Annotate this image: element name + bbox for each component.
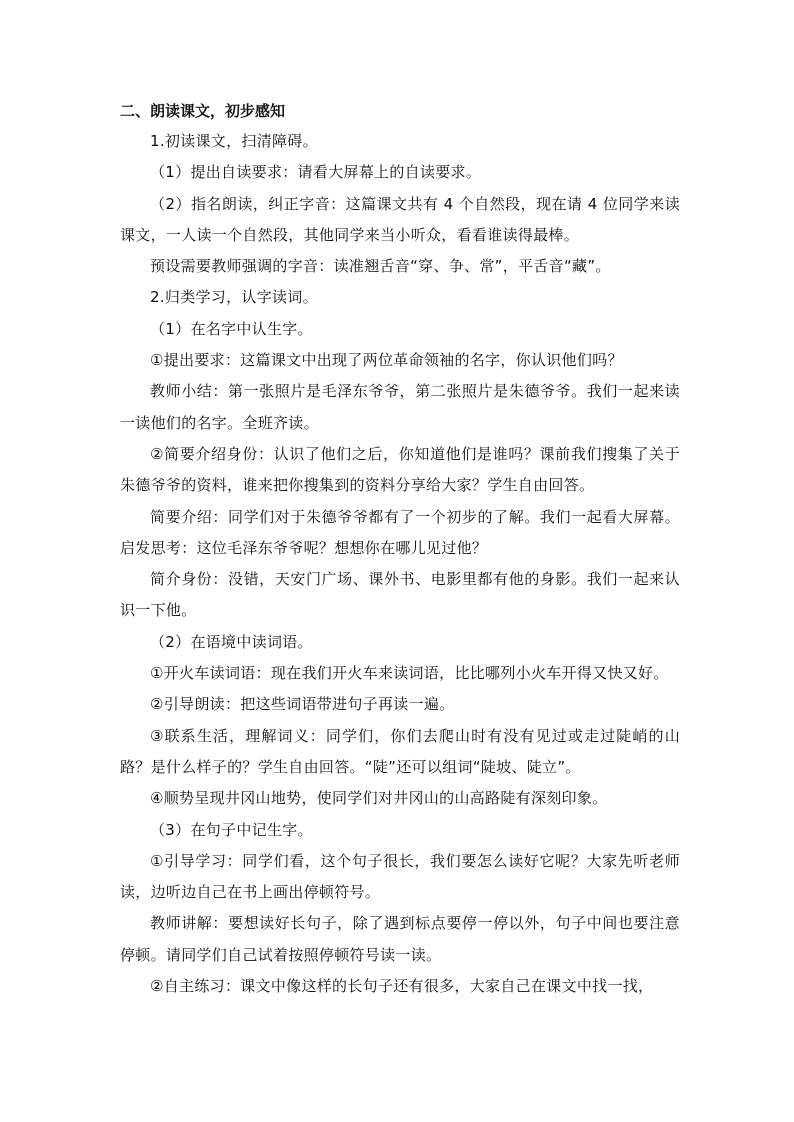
paragraph-12: （2）在语境中读词语。 — [150, 632, 313, 651]
paragraph-5: 2.归类学习，认字读词。 — [150, 288, 318, 307]
paragraph-7: ①提出要求：这篇课文中出现了两位革命领袖的名字，你认识他们吗？ — [150, 351, 623, 370]
paragraph-6: （1）在名字中认生字。 — [150, 319, 313, 338]
paragraph-18: ①引导学习：同学们看，这个句子很长，我们要怎么读好它呢？大家先听老师读，边听边自己在书上画出停顿符号。 — [120, 851, 680, 902]
section-heading: 二、朗读课文，初步感知 — [120, 102, 286, 120]
paragraph-10: 简要介绍：同学们对于朱德爷爷都有了一个初步的了解。我们一起看大屏幕。启发思考：这位毛泽东爷爷呢？想想你在哪儿见过他？ — [120, 507, 680, 557]
paragraph-16: ④顺势呈现井冈山地势，使同学们对井冈山的山高路陡有深刻印象。 — [150, 789, 608, 808]
paragraph-14: ②引导朗读：把这些词语带进句子再读一遍。 — [150, 695, 455, 714]
paragraph-4: 预设需要教师强调的字音：读准翘舌音“穿、争、常”，平舌音“藏”。 — [150, 257, 611, 276]
paragraph-15: ③联系生活，理解词义：同学们，你们去爬山时有没有见过或走过陡峭的山路？是什么样子的？学生自由回答。“陡”还可以组词“陡坡、陡立”。 — [120, 726, 680, 776]
paragraph-11: 简介身份：没错，天安门广场、课外书、电影里都有他的身影。我们一起来认识一下他。 — [120, 570, 680, 620]
paragraph-13: ①开火车读词语：现在我们开火车来读词语，比比哪列小火车开得又快又好。 — [150, 664, 669, 683]
paragraph-19: 教师讲解：要想读好长句子，除了遇到标点要停一停以外，句子中间也要注意停顿。请同学们自己试着按照停顿符号读一读。 — [120, 914, 680, 964]
paragraph-1: 1.初读课文，扫清障碍。 — [150, 132, 318, 150]
paragraph-3: （2）指名朗读，纠正字音：这篇课文共有 4 个自然段，现在请 4 位同学来读课文，一人读一个自然段，其他同学来当小听众，看看谁读得最棒。 — [120, 194, 680, 244]
paragraph-17: （3）在句子中记生字。 — [150, 820, 313, 839]
paragraph-9: ②简要介绍身份：认识了他们之后，你知道他们是谁吗？课前我们搜集了关于朱德爷爷的资料，谁来把你搜集到的资料分享给大家？学生自由回答。 — [120, 444, 680, 495]
paragraph-8: 教师小结：第一张照片是毛泽东爷爷，第二张照片是朱德爷爷。我们一起来读一读他们的名字。全班齐读。 — [120, 382, 680, 432]
paragraph-20: ②自主练习：课文中像这样的长句子还有很多，大家自己在课文中找一找， — [150, 977, 654, 996]
document-body — [120, 96, 680, 1002]
paragraph-2: （1）提出自读要求：请看大屏幕上的自读要求。 — [150, 163, 482, 182]
